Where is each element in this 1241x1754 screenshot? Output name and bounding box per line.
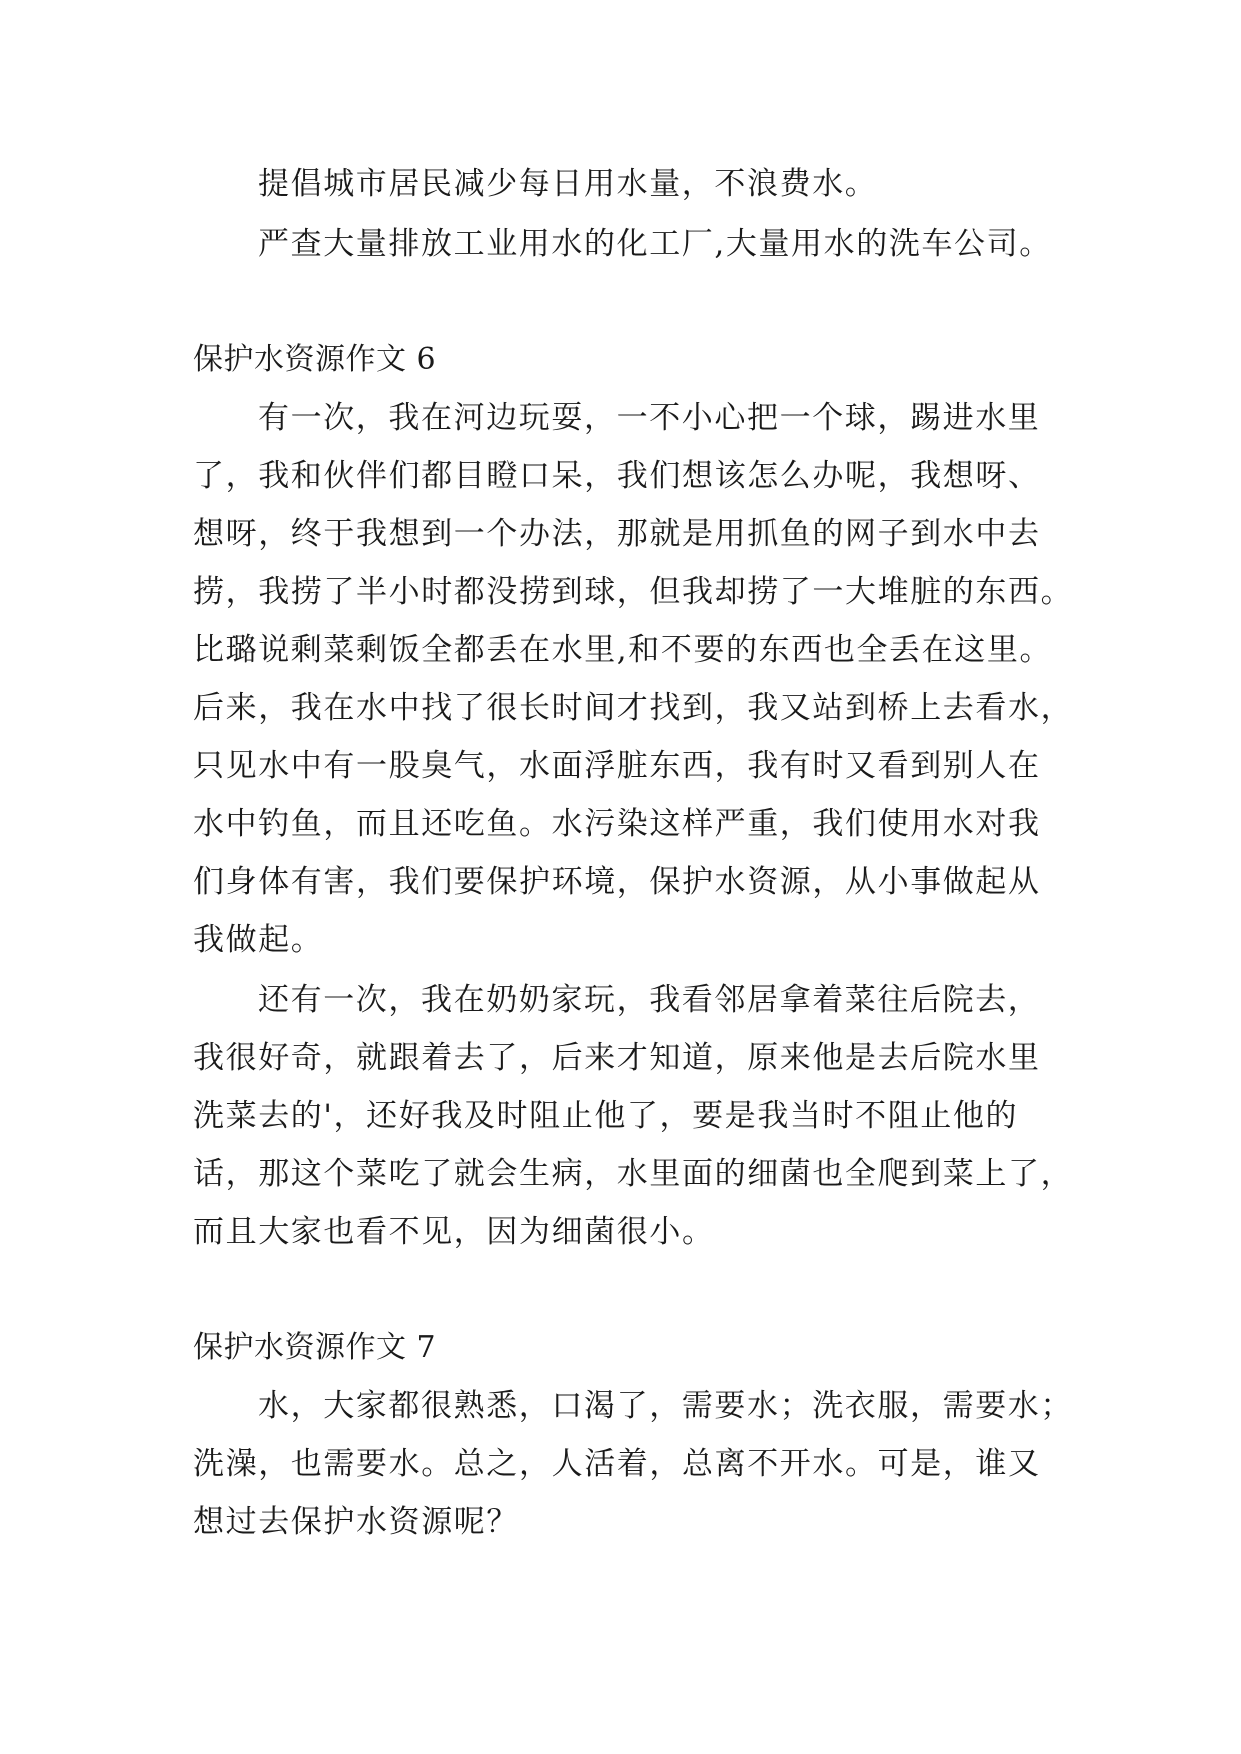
paragraph-line: 只见水中有一股臭气，水面浮脏东西，我有时又看到别人在: [193, 748, 1041, 784]
paragraph-line: 水，大家都很熟悉，口渴了，需要水；洗衣服，需要水；: [258, 1388, 1073, 1424]
section-heading: 保护水资源作文 6: [193, 342, 437, 377]
paragraph-line: 话，那这个菜吃了就会生病，水里面的细菌也全爬到菜上了，: [193, 1156, 1074, 1192]
paragraph-line: 我很好奇，就跟着去了，后来才知道，原来他是去后院水里: [193, 1040, 1041, 1076]
section-heading: 保护水资源作文 7: [193, 1330, 437, 1365]
paragraph-line: 想呀，终于我想到一个办法，那就是用抓鱼的网子到水中去: [193, 516, 1041, 552]
paragraph-line: 们身体有害，我们要保护环境，保护水资源，从小事做起从: [193, 864, 1041, 900]
paragraph-line: 后来，我在水中找了很长时间才找到，我又站到桥上去看水，: [193, 690, 1074, 726]
paragraph-line: 捞，我捞了半小时都没捞到球，但我却捞了一大堆脏的东西。: [193, 574, 1074, 610]
paragraph-line: 我做起。: [193, 922, 324, 958]
paragraph-line: 有一次，我在河边玩耍，一不小心把一个球，踢进水里: [258, 400, 1041, 436]
paragraph-line: 而且大家也看不见，因为细菌很小。: [193, 1214, 715, 1250]
paragraph-line: 还有一次，我在奶奶家玩，我看邻居拿着菜往后院去，: [258, 982, 1041, 1018]
paragraph-line: 比璐说剩菜剩饭全都丢在水里,和不要的东西也全丢在这里。: [193, 632, 1053, 668]
paragraph-line: 想过去保护水资源呢？: [193, 1504, 519, 1540]
paragraph-line: 洗菜去的'，还好我及时阻止他了，要是我当时不阻止他的: [193, 1098, 1019, 1134]
paragraph-line: 严查大量排放工业用水的化工厂,大量用水的洗车公司。: [258, 226, 1052, 262]
paragraph-line: 了，我和伙伴们都目瞪口呆，我们想该怎么办呢，我想呀、: [193, 458, 1041, 494]
paragraph-line: 提倡城市居民减少每日用水量，不浪费水。: [258, 166, 878, 202]
paragraph-line: 洗澡，也需要水。总之，人活着，总离不开水。可是，谁又: [193, 1446, 1041, 1482]
paragraph-line: 水中钓鱼，而且还吃鱼。水污染这样严重，我们使用水对我: [193, 806, 1041, 842]
